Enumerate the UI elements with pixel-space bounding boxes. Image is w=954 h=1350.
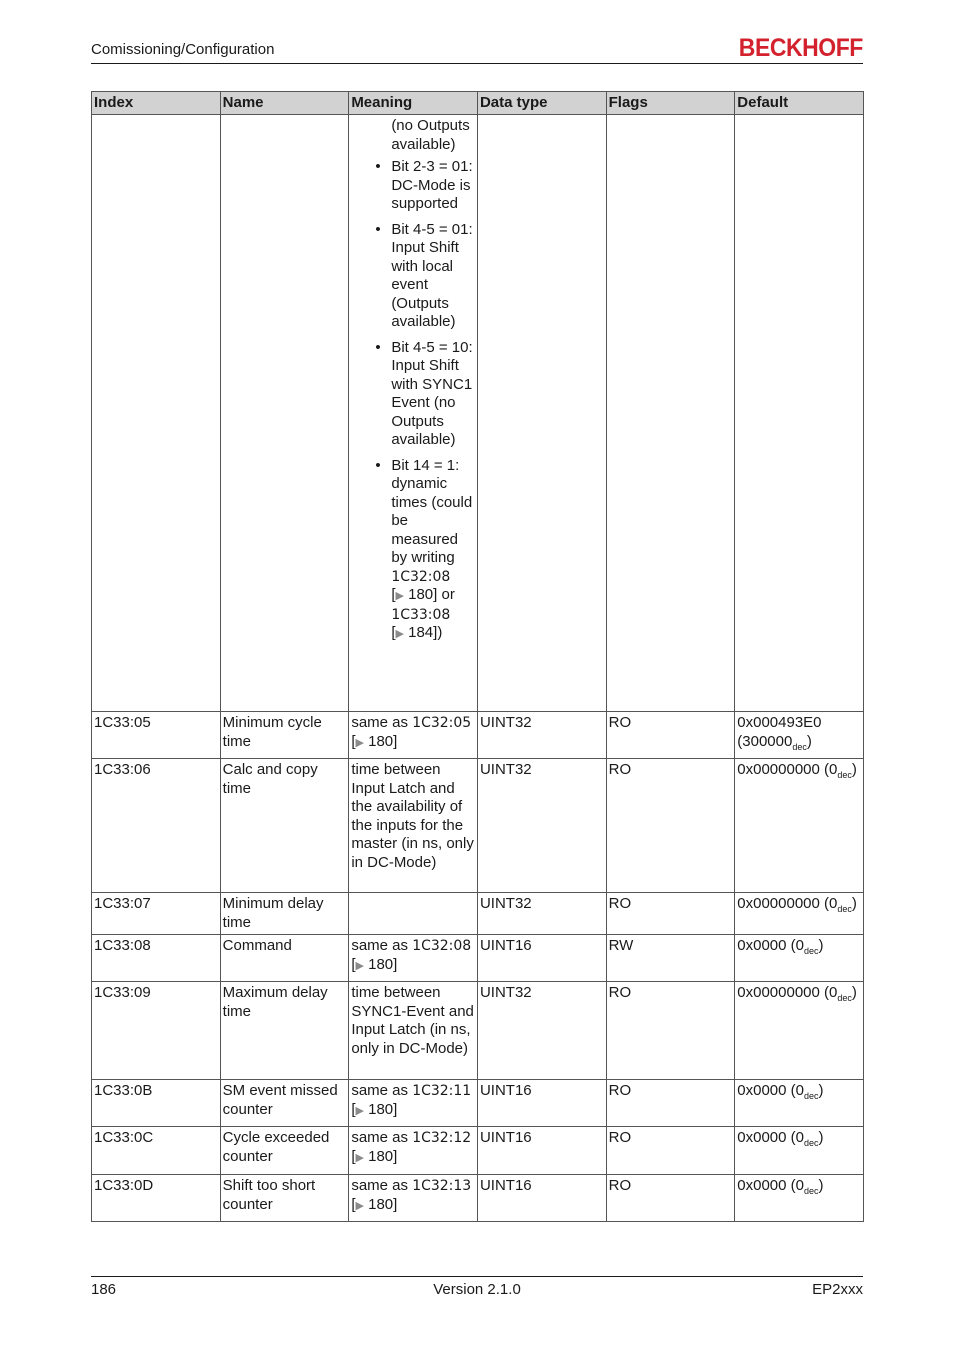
object-reference-link[interactable]: 1C32:11 (412, 1083, 472, 1099)
link-arrow-icon: ▶ (355, 1104, 364, 1117)
section-title: Comissioning/Configuration (91, 41, 275, 58)
page-number: 186 (91, 1281, 117, 1298)
index-cell (92, 115, 221, 712)
link-arrow-icon: ▶ (355, 1199, 364, 1212)
page-reference-link[interactable]: 180 (368, 1147, 394, 1165)
data-type-cell: UINT16 (477, 1175, 606, 1222)
column-header-default: Default (735, 92, 864, 115)
column-header-flags: Flags (606, 92, 735, 115)
list-item-dynamic-times: • Bit 14 = 1: dynamic times (could be measured by writing 1C32:08 [▶ 180] or 1C33:08 [▶ 184]) (391, 457, 475, 644)
data-type-cell: UINT32 (477, 982, 606, 1080)
data-type-cell: UINT16 (477, 1127, 606, 1175)
flags-cell: RO (606, 1127, 735, 1175)
index-cell: 1C33:06 (92, 759, 221, 893)
default-cell (735, 115, 864, 712)
table-row (92, 1175, 864, 1222)
default-cell: 0x000493E0 $(300000_{dec})$ (735, 712, 864, 759)
column-header-data-type: Data type (477, 92, 606, 115)
table-row (92, 712, 864, 759)
default-cell: 0x00000000 $(0_{dec})$ (735, 759, 864, 893)
name-cell: Calc and copy time (220, 759, 349, 893)
column-header-index: Index (92, 92, 221, 115)
column-header-name: Name (220, 92, 349, 115)
page-header (91, 34, 863, 64)
index-cell: 1C33:0D (92, 1175, 221, 1222)
flags-cell (606, 115, 735, 712)
meaning-cell: same as 1C32:05 [▶ 180] (349, 712, 478, 759)
meaning-cell: same as 1C32:12 [▶ 180] (349, 1127, 478, 1175)
index-cell: 1C33:07 (92, 893, 221, 935)
table-row-continuation (92, 115, 864, 712)
default-cell: 0x0000 $(0_{dec})$ (735, 1175, 864, 1222)
meaning-cell: time between Input Latch and the availability of the inputs for the master (in ns, only in DC-Mode) (349, 759, 478, 893)
page-reference-link[interactable]: 180 (368, 1195, 394, 1213)
index-cell: 1C33:0C (92, 1127, 221, 1175)
list-item: • Bit 2-3 = 01: DC-Mode is supported (391, 158, 475, 214)
table-header-row (92, 92, 864, 115)
link-arrow-icon: ▶ (395, 590, 404, 602)
default-cell: 0x0000 $(0_{dec})$ (735, 1127, 864, 1175)
meaning-cell: same as 1C32:08 [▶ 180] (349, 935, 478, 982)
meaning-cell (349, 115, 478, 712)
flags-cell: RO (606, 893, 735, 935)
page-reference-link[interactable]: 180 (368, 732, 394, 750)
link-arrow-icon: ▶ (355, 1151, 364, 1164)
list-item: • Bit 4-5 = 10: Input Shift with SYNC1 Event (no Outputs available) (391, 339, 475, 450)
table-row (92, 1080, 864, 1127)
bit-list (351, 158, 475, 644)
object-reference-link[interactable]: 1C33:08 (391, 606, 451, 623)
name-cell: SM event missed counter (220, 1080, 349, 1127)
name-cell: Command (220, 935, 349, 982)
name-cell: Minimum cycle time (220, 712, 349, 759)
data-type-cell: UINT16 (477, 935, 606, 982)
object-reference-link[interactable]: 1C32:12 (412, 1130, 472, 1146)
meaning-cell: same as 1C32:13 [▶ 180] (349, 1175, 478, 1222)
table-row (92, 759, 864, 893)
page-reference-link[interactable]: 180 (368, 1100, 394, 1118)
page-footer (91, 1276, 863, 1298)
continued-text: (no Outputs available) (391, 117, 470, 153)
flags-cell: RO (606, 1175, 735, 1222)
link-arrow-icon: ▶ (355, 736, 364, 749)
name-cell: Cycle exceeded counter (220, 1127, 349, 1175)
flags-cell: RO (606, 982, 735, 1080)
default-cell: 0x0000 $(0_{dec})$ (735, 935, 864, 982)
data-type-cell: UINT16 (477, 1080, 606, 1127)
page-reference-link[interactable]: 184 (408, 624, 434, 641)
list-item: • Bit 4-5 = 01: Input Shift with local event (Outputs available) (391, 221, 475, 332)
data-type-cell: UINT32 (477, 759, 606, 893)
object-reference-link[interactable]: 1C32:08 (412, 938, 472, 954)
object-parameter-table (91, 91, 864, 1222)
index-cell: 1C33:0B (92, 1080, 221, 1127)
meaning-cell: same as 1C32:11 [▶ 180] (349, 1080, 478, 1127)
default-cell: 0x0000 $(0_{dec})$ (735, 1080, 864, 1127)
table-row (92, 935, 864, 982)
name-cell: Shift too short counter (220, 1175, 349, 1222)
link-arrow-icon: ▶ (395, 628, 404, 640)
flags-cell: RO (606, 712, 735, 759)
data-type-cell: UINT32 (477, 712, 606, 759)
name-cell: Maximum delay time (220, 982, 349, 1080)
index-cell: 1C33:08 (92, 935, 221, 982)
index-cell: 1C33:09 (92, 982, 221, 1080)
page-reference-link[interactable]: 180 (408, 586, 434, 603)
default-cell: 0x00000000 $(0_{dec})$ (735, 982, 864, 1080)
data-type-cell (477, 115, 606, 712)
data-type-cell: UINT32 (477, 893, 606, 935)
index-cell: 1C33:05 (92, 712, 221, 759)
meaning-cell (349, 893, 478, 935)
flags-cell: RO (606, 759, 735, 893)
page-reference-link[interactable]: 180 (368, 955, 394, 973)
version-label: Version 2.1.0 (433, 1281, 521, 1298)
product-name: EP2xxx (812, 1281, 863, 1298)
flags-cell: RW (606, 935, 735, 982)
flags-cell: RO (606, 1080, 735, 1127)
name-cell: Minimum delay time (220, 893, 349, 935)
column-header-meaning: Meaning (349, 92, 478, 115)
object-reference-link[interactable]: 1C32:08 (391, 568, 451, 585)
beckhoff-logo: BECKHOFF (738, 34, 863, 62)
object-reference-link[interactable]: 1C32:13 (412, 1178, 472, 1194)
default-cell: 0x00000000 $(0_{dec})$ (735, 893, 864, 935)
object-reference-link[interactable]: 1C32:05 (412, 715, 472, 731)
table-row (92, 893, 864, 935)
meaning-cell: time between SYNC1-Event and Input Latch (in ns, only in DC-Mode) (349, 982, 478, 1080)
table-row (92, 1127, 864, 1175)
link-arrow-icon: ▶ (355, 959, 364, 972)
table-row (92, 982, 864, 1080)
name-cell (220, 115, 349, 712)
